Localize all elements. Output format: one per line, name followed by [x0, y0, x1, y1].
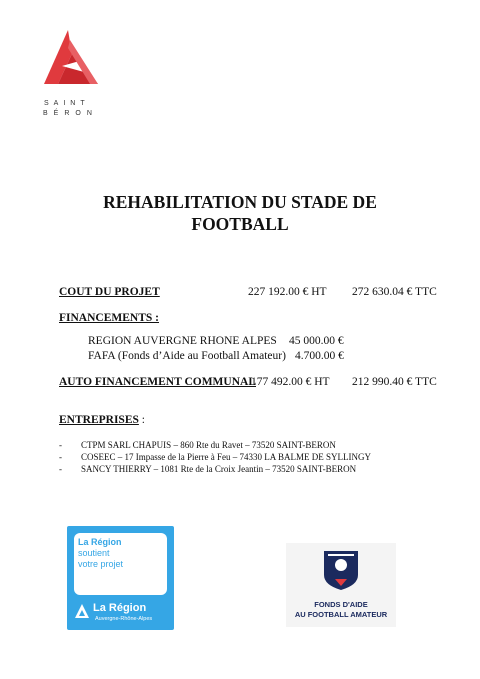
financement-amount: 45 000.00 € [289, 335, 344, 347]
financement-amount: 4.700.00 € [295, 350, 344, 362]
city-name-line1: SAINT [44, 100, 90, 107]
list-bullet: - [59, 464, 62, 474]
region-logo-line1: La Région [78, 537, 122, 547]
entreprises-heading [59, 414, 145, 426]
financement-name: REGION AUVERGNE RHONE ALPES [88, 335, 277, 347]
auto-financement-ht: 177 492.00 € HT [251, 376, 330, 388]
region-logo-sub: Auvergne-Rhône-Alpes [95, 616, 153, 622]
fff-badge-icon [322, 549, 360, 591]
fafa-logo-line1: FONDS D'AIDE [314, 600, 368, 609]
auto-financement-label: AUTO FINANCEMENT COMMUNAL [59, 376, 256, 388]
cout-ht: 227 192.00 € HT [248, 286, 327, 298]
fafa-logo [286, 543, 396, 627]
page-title [60, 191, 420, 235]
region-logo-name: La Région [93, 602, 147, 614]
region-logo [67, 526, 174, 630]
region-triangle-icon [75, 604, 89, 618]
saint-beron-logo [40, 28, 102, 90]
list-bullet: - [59, 452, 62, 462]
cout-ttc: 272 630.04 € TTC [352, 286, 437, 298]
entreprise-item: COSEEC – 17 Impasse de la Pierre à Feu – 74330 LA BALME DE SYLLINGY [81, 452, 371, 462]
entreprises-label: ENTREPRISES [59, 414, 139, 426]
cout-label: COUT DU PROJET [59, 286, 160, 298]
financements-label: FINANCEMENTS : [59, 312, 159, 324]
financement-name: FAFA (Fonds d’Aide au Football Amateur) [88, 350, 286, 362]
fafa-logo-line2: AU FOOTBALL AMATEUR [294, 610, 388, 619]
title-line1: REHABILITATION DU STADE DE [103, 192, 377, 212]
region-logo-line3: votre projet [78, 559, 124, 569]
region-logo-text [78, 537, 123, 570]
region-logo-line2: soutient [78, 548, 110, 558]
auto-financement-ttc: 212 990.40 € TTC [352, 376, 437, 388]
list-bullet: - [59, 440, 62, 450]
entreprises-suffix: : [138, 414, 145, 426]
city-name-line2: BÉRON [43, 110, 98, 117]
title-line2: FOOTBALL [191, 214, 289, 234]
entreprise-item: CTPM SARL CHAPUIS – 860 Rte du Ravet – 73520 SAINT-BERON [81, 440, 336, 450]
entreprise-item: SANCY THIERRY – 1081 Rte de la Croix Jeantin – 73520 SAINT-BERON [81, 464, 357, 474]
